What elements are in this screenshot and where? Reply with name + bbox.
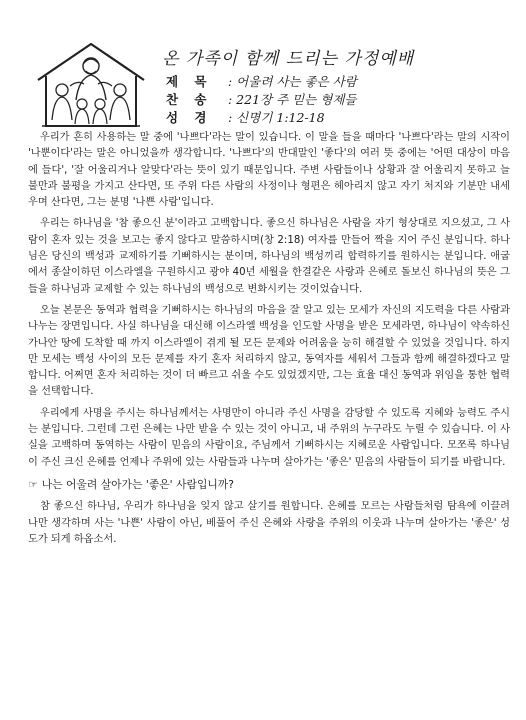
sermon-body: [28, 130, 510, 553]
meta-row-scripture: [166, 108, 506, 126]
meta-value: : 어울려 사는 좋은 사람: [228, 74, 357, 89]
meta-value: : 신명기 1:12-18: [228, 110, 325, 125]
meta-value: : 221장 주 믿는 형제들: [228, 92, 357, 107]
header: [0, 0, 526, 128]
closing-prayer: 참 좋으신 하나님, 우리가 하나님을 잊지 않고 살기를 원합니다. 은혜를 모르는 사람들처럼 탐욕에 이끌려 나만 생각하며 사는 '나쁜' 사람이 아닌, 베풀어 주신 은혜와 사랑을 주위의 이웃과 나누며 살아가는 '좋은' 성도가 되게 하옵소서.: [28, 501, 510, 545]
paragraph: 우리에게 사명을 주시는 하나님께서는 사명만이 아니라 주신 사명을 감당할 수 있도록 지혜와 능력도 주시는 분입니다. 그런데 그런 은혜는 나만 받을 수 있는 것이 아니고, 내 주위의 누구라도 누릴 수 있습니다. 이 사실을 고백하며 동역하는 사람이 믿음의 사람이요, 주님께서 기뻐하시는 지혜로운 사람입니다. 모쪼록 하나님이 주신 크신 은혜를 언제나 주위에 있는 사람들과 나누며 살아가는 '좋은' 믿음의 사람들이 되기를 바랍니다.: [28, 407, 510, 468]
meta-label: 제 목: [166, 74, 213, 89]
family-house-illustration: [32, 40, 150, 130]
question-text: 나는 어울려 살아가는 '좋은' 사람입니까?: [41, 477, 234, 491]
meta-label: 성 경: [166, 110, 213, 125]
service-info: [166, 72, 506, 126]
paragraph: 오늘 본문은 동역과 협력을 기뻐하시는 하나님의 마음을 잘 알고 있는 모세가 자신의 지도력을 다른 사람과 나누는 장면입니다. 사실 하나님을 대신해 이스라엘 백성을 인도할 사명을 받은 모세라면, 하나님이 약속하신 가나안 땅에 도착할 때 까지 이스라엘이 겪게 될 모든 문제와 어려움을 능히 해결할 수 있었을 것입니다. 하지만 모세는 백성 사이의 모든 문제를 자기 혼자 처리하지 않고, 동역자를 세워서 그들과 함께 해결하겠다고 말합니다. 어쩌면 혼자 처리하는 것이 더 빠르고 쉬울 수도 있었겠지만, 그는 효율 대신 동역과 위임을 통한 협력을 선택합니다.: [28, 304, 510, 398]
meta-row-topic: [166, 72, 506, 90]
paragraph: 우리는 하나님을 '참 좋으신 분'이라고 고백합니다. 좋으신 하나님은 사람을 자기 형상대로 지으셨고, 그 사람이 혼자 있는 것을 보고는 좋지 않다고 말씀하시며(창 2:18) 여자를 만들어 짝을 지어 주신 분입니다. 하나님은 당신의 백성과 교제하기를 기뻐하시는 분이며, 하나님의 백성끼리 합력하기를 원하시는 분입니다. 애굽에서 종살이하던 이스라엘을 구원하시고 광야 40년 세월을 한결같은 사랑과 은혜로 돌보신 하나님의 뜻은 그들을 하나님과 교제할 수 있는 하나님의 백성으로 변화시키는 것이었습니다.: [28, 218, 510, 295]
meta-label: 찬 송: [166, 92, 213, 107]
page-title: 온 가족이 함께 드리는 가정예배: [162, 49, 415, 69]
reflection-question: [28, 477, 510, 493]
pointing-hand-icon: ☞: [28, 477, 38, 491]
paragraph: 우리가 흔히 사용하는 말 중에 '나쁘다'라는 말이 있습니다. 이 말을 들을 때마다 '나쁘다'라는 말의 시작이 '나뿐이다'라는 말은 아니었을까 생각합니다. '나쁘다'의 반대말인 '좋다'의 여러 뜻 중에는 '어떤 대상이 마음에 들다', '잘 어울리거나 알맞다'라는 뜻이 있기 때문입니다. 주변 사람들이나 상황과 잘 어울리지 못하고 늘 불만과 불평을 가지고 산다면, 또 주위 다른 사람의 사정이나 형편은 헤아리지 않고 자기 처지와 기분만 내세우며 산다면, 그는 분명 '나쁜 사람'입니다.: [28, 132, 510, 209]
meta-row-hymn: [166, 90, 506, 108]
